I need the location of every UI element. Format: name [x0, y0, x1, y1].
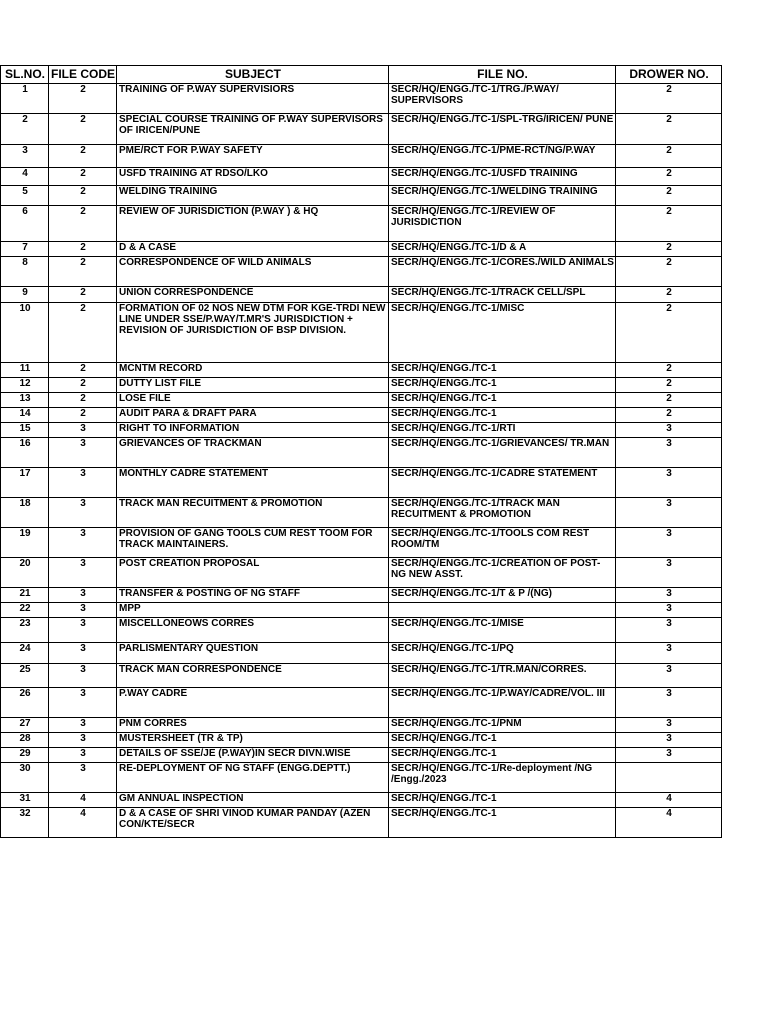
table-row [1, 588, 722, 603]
cell-file-no: SECR/HQ/ENGG./TC-1/TRACK MAN RECUITMENT & PROMOTION [389, 498, 616, 528]
cell-file-code: 2 [49, 114, 117, 145]
cell-drower-no: 3 [616, 528, 722, 558]
cell-file-no: SECR/HQ/ENGG./TC-1/P.WAY/CADRE/VOL. III [389, 688, 616, 718]
cell-subject: WELDING TRAINING [117, 186, 389, 206]
header-file-no: FILE NO. [389, 66, 616, 84]
table-row [1, 748, 722, 763]
cell-file-no: SECR/HQ/ENGG./TC-1/PNM [389, 718, 616, 733]
cell-file-code: 2 [49, 363, 117, 378]
cell-sl-no: 28 [1, 733, 49, 748]
cell-file-no: SECR/HQ/ENGG./TC-1/REVIEW OF JURISDICTION [389, 206, 616, 242]
cell-sl-no: 25 [1, 664, 49, 688]
cell-file-code: 3 [49, 733, 117, 748]
cell-subject: MONTHLY CADRE STATEMENT [117, 468, 389, 498]
cell-drower-no: 3 [616, 733, 722, 748]
cell-subject: PARLISMENTARY QUESTION [117, 643, 389, 664]
cell-drower-no: 3 [616, 603, 722, 618]
cell-sl-no: 15 [1, 423, 49, 438]
cell-drower-no: 2 [616, 114, 722, 145]
cell-drower-no: 3 [616, 468, 722, 498]
cell-drower-no: 3 [616, 664, 722, 688]
cell-sl-no: 14 [1, 408, 49, 423]
cell-sl-no: 8 [1, 257, 49, 287]
cell-sl-no: 26 [1, 688, 49, 718]
cell-subject: DUTTY LIST FILE [117, 378, 389, 393]
table-row [1, 438, 722, 468]
table-row [1, 168, 722, 186]
cell-subject: REVIEW OF JURISDICTION (P.WAY ) & HQ [117, 206, 389, 242]
cell-sl-no: 6 [1, 206, 49, 242]
cell-drower-no: 2 [616, 145, 722, 168]
table-row [1, 287, 722, 303]
cell-file-no: SECR/HQ/ENGG./TC-1/GRIEVANCES/ TR.MAN [389, 438, 616, 468]
cell-subject: GRIEVANCES OF TRACKMAN [117, 438, 389, 468]
cell-file-no: SECR/HQ/ENGG./TC-1/T & P /(NG) [389, 588, 616, 603]
cell-subject: MCNTM RECORD [117, 363, 389, 378]
cell-drower-no: 3 [616, 588, 722, 603]
cell-file-code: 3 [49, 423, 117, 438]
cell-file-no: SECR/HQ/ENGG./TC-1/TRG./P.WAY/ SUPERVISORS [389, 84, 616, 114]
table-row [1, 763, 722, 793]
cell-file-no: SECR/HQ/ENGG./TC-1/RTI [389, 423, 616, 438]
cell-sl-no: 27 [1, 718, 49, 733]
cell-file-no: SECR/HQ/ENGG./TC-1 [389, 363, 616, 378]
table-row [1, 643, 722, 664]
cell-drower-no: 3 [616, 688, 722, 718]
cell-file-code: 4 [49, 808, 117, 838]
cell-subject: FORMATION OF 02 NOS NEW DTM FOR KGE-TRDI NEW LINE UNDER SSE/P.WAY/T.MR'S JURISDICTION + REVISION OF JURISDICTION OF BSP DIVISION. [117, 303, 389, 363]
table-row [1, 363, 722, 378]
table-row [1, 186, 722, 206]
cell-sl-no: 1 [1, 84, 49, 114]
cell-subject: PROVISION OF GANG TOOLS CUM REST TOOM FOR TRACK MAINTAINERS. [117, 528, 389, 558]
table-row [1, 468, 722, 498]
table-row [1, 558, 722, 588]
cell-sl-no: 30 [1, 763, 49, 793]
cell-file-code: 3 [49, 643, 117, 664]
cell-file-code: 2 [49, 168, 117, 186]
cell-file-code: 2 [49, 408, 117, 423]
cell-subject: TRACK MAN RECUITMENT & PROMOTION [117, 498, 389, 528]
cell-sl-no: 9 [1, 287, 49, 303]
cell-sl-no: 20 [1, 558, 49, 588]
cell-subject: UNION CORRESPONDENCE [117, 287, 389, 303]
cell-file-code: 4 [49, 793, 117, 808]
cell-drower-no: 3 [616, 423, 722, 438]
cell-file-no: SECR/HQ/ENGG./TC-1 [389, 793, 616, 808]
table-row [1, 145, 722, 168]
cell-subject: MUSTERSHEET (TR & TP) [117, 733, 389, 748]
cell-subject: AUDIT PARA & DRAFT PARA [117, 408, 389, 423]
cell-subject: D & A CASE OF SHRI VINOD KUMAR PANDAY (AZEN CON/KTE/SECR [117, 808, 389, 838]
cell-file-no: SECR/HQ/ENGG./TC-1/CREATION OF POST- NG NEW ASST. [389, 558, 616, 588]
cell-drower-no: 2 [616, 287, 722, 303]
cell-file-code: 2 [49, 84, 117, 114]
cell-file-code: 2 [49, 303, 117, 363]
cell-subject: RIGHT TO INFORMATION [117, 423, 389, 438]
cell-sl-no: 29 [1, 748, 49, 763]
cell-file-code: 3 [49, 438, 117, 468]
header-file-code: FILE CODE [49, 66, 117, 84]
table-row [1, 257, 722, 287]
cell-file-no: SECR/HQ/ENGG./TC-1/PQ [389, 643, 616, 664]
cell-drower-no: 3 [616, 498, 722, 528]
cell-subject: POST CREATION PROPOSAL [117, 558, 389, 588]
cell-sl-no: 12 [1, 378, 49, 393]
cell-subject: MISCELLONEOWS CORRES [117, 618, 389, 643]
table-row [1, 423, 722, 438]
cell-subject: PME/RCT FOR P.WAY SAFETY [117, 145, 389, 168]
cell-drower-no: 2 [616, 168, 722, 186]
cell-sl-no: 19 [1, 528, 49, 558]
table-row [1, 114, 722, 145]
cell-subject: TRACK MAN CORRESPONDENCE [117, 664, 389, 688]
cell-drower-no: 2 [616, 84, 722, 114]
table-row [1, 378, 722, 393]
cell-drower-no: 2 [616, 408, 722, 423]
cell-file-code: 3 [49, 664, 117, 688]
cell-file-code: 3 [49, 603, 117, 618]
cell-subject: CORRESPONDENCE OF WILD ANIMALS [117, 257, 389, 287]
cell-file-no: SECR/HQ/ENGG./TC-1 [389, 408, 616, 423]
cell-file-no: SECR/HQ/ENGG./TC-1/TRACK CELL/SPL [389, 287, 616, 303]
cell-file-code: 3 [49, 618, 117, 643]
cell-file-code: 2 [49, 257, 117, 287]
cell-sl-no: 21 [1, 588, 49, 603]
table-row [1, 206, 722, 242]
cell-file-code: 2 [49, 393, 117, 408]
header-drower-no: DROWER NO. [616, 66, 722, 84]
cell-file-no: SECR/HQ/ENGG./TC-1/SPL-TRG/IRICEN/ PUNE [389, 114, 616, 145]
cell-file-no: SECR/HQ/ENGG./TC-1/USFD TRAINING [389, 168, 616, 186]
cell-file-code: 2 [49, 186, 117, 206]
cell-sl-no: 11 [1, 363, 49, 378]
cell-subject: TRAINING OF P.WAY SUPERVISIORS [117, 84, 389, 114]
cell-file-no: SECR/HQ/ENGG./TC-1 [389, 808, 616, 838]
table-row [1, 688, 722, 718]
cell-drower-no: 2 [616, 186, 722, 206]
cell-drower-no: 2 [616, 363, 722, 378]
cell-file-no: SECR/HQ/ENGG./TC-1/CORES./WILD ANIMALS [389, 257, 616, 287]
table-row [1, 618, 722, 643]
cell-file-code: 3 [49, 688, 117, 718]
cell-drower-no: 4 [616, 808, 722, 838]
cell-file-no: SECR/HQ/ENGG./TC-1 [389, 733, 616, 748]
cell-drower-no [616, 763, 722, 793]
table-row [1, 793, 722, 808]
cell-sl-no: 18 [1, 498, 49, 528]
cell-subject: RE-DEPLOYMENT OF NG STAFF (ENGG.DEPTT.) [117, 763, 389, 793]
cell-drower-no: 3 [616, 748, 722, 763]
cell-subject: MPP [117, 603, 389, 618]
cell-drower-no: 3 [616, 438, 722, 468]
cell-file-no: SECR/HQ/ENGG./TC-1/TR.MAN/CORRES. [389, 664, 616, 688]
cell-file-no: SECR/HQ/ENGG./TC-1/CADRE STATEMENT [389, 468, 616, 498]
table-row [1, 303, 722, 363]
cell-subject: DETAILS OF SSE/JE (P.WAY)IN SECR DIVN.WISE [117, 748, 389, 763]
table-row [1, 664, 722, 688]
cell-subject: GM ANNUAL INSPECTION [117, 793, 389, 808]
cell-file-no: SECR/HQ/ENGG./TC-1/Re-deployment /NG /Engg./2023 [389, 763, 616, 793]
cell-drower-no: 3 [616, 558, 722, 588]
cell-sl-no: 13 [1, 393, 49, 408]
cell-sl-no: 31 [1, 793, 49, 808]
cell-file-code: 2 [49, 206, 117, 242]
cell-file-no: SECR/HQ/ENGG./TC-1 [389, 748, 616, 763]
cell-sl-no: 5 [1, 186, 49, 206]
cell-subject: TRANSFER & POSTING OF NG STAFF [117, 588, 389, 603]
cell-sl-no: 2 [1, 114, 49, 145]
table-row [1, 84, 722, 114]
cell-drower-no: 3 [616, 643, 722, 664]
table-body [1, 84, 722, 838]
cell-sl-no: 22 [1, 603, 49, 618]
cell-file-code: 3 [49, 468, 117, 498]
header-subject: SUBJECT [117, 66, 389, 84]
cell-subject: LOSE FILE [117, 393, 389, 408]
cell-drower-no: 3 [616, 618, 722, 643]
cell-file-code: 3 [49, 558, 117, 588]
cell-file-code: 2 [49, 378, 117, 393]
cell-file-code: 2 [49, 145, 117, 168]
cell-file-code: 3 [49, 748, 117, 763]
cell-file-no [389, 603, 616, 618]
cell-sl-no: 16 [1, 438, 49, 468]
cell-subject: P.WAY CADRE [117, 688, 389, 718]
table-row [1, 393, 722, 408]
cell-drower-no: 2 [616, 257, 722, 287]
cell-drower-no: 2 [616, 378, 722, 393]
cell-sl-no: 3 [1, 145, 49, 168]
file-register-table [0, 65, 722, 838]
table-row [1, 808, 722, 838]
cell-sl-no: 17 [1, 468, 49, 498]
cell-drower-no: 3 [616, 718, 722, 733]
cell-file-no: SECR/HQ/ENGG./TC-1/MISE [389, 618, 616, 643]
cell-file-no: SECR/HQ/ENGG./TC-1/MISC [389, 303, 616, 363]
cell-drower-no: 2 [616, 303, 722, 363]
cell-sl-no: 24 [1, 643, 49, 664]
cell-subject: SPECIAL COURSE TRAINING OF P.WAY SUPERVISORS OF IRICEN/PUNE [117, 114, 389, 145]
cell-file-no: SECR/HQ/ENGG./TC-1/D & A [389, 242, 616, 257]
table-row [1, 498, 722, 528]
table-row [1, 408, 722, 423]
cell-sl-no: 4 [1, 168, 49, 186]
cell-sl-no: 32 [1, 808, 49, 838]
table-row [1, 733, 722, 748]
cell-file-code: 3 [49, 528, 117, 558]
cell-sl-no: 10 [1, 303, 49, 363]
cell-file-no: SECR/HQ/ENGG./TC-1 [389, 378, 616, 393]
header-row [1, 66, 722, 84]
table-row [1, 718, 722, 733]
header-sl-no: SL.NO. [1, 66, 49, 84]
table-row [1, 528, 722, 558]
cell-subject: PNM CORRES [117, 718, 389, 733]
cell-drower-no: 2 [616, 242, 722, 257]
cell-file-code: 3 [49, 763, 117, 793]
cell-drower-no: 2 [616, 206, 722, 242]
cell-sl-no: 7 [1, 242, 49, 257]
cell-file-code: 2 [49, 287, 117, 303]
cell-file-no: SECR/HQ/ENGG./TC-1 [389, 393, 616, 408]
cell-drower-no: 2 [616, 393, 722, 408]
cell-file-code: 2 [49, 242, 117, 257]
cell-file-code: 3 [49, 718, 117, 733]
cell-file-no: SECR/HQ/ENGG./TC-1/WELDING TRAINING [389, 186, 616, 206]
cell-drower-no: 4 [616, 793, 722, 808]
cell-subject: USFD TRAINING AT RDSO/LKO [117, 168, 389, 186]
cell-subject: D & A CASE [117, 242, 389, 257]
cell-file-code: 3 [49, 588, 117, 603]
cell-file-no: SECR/HQ/ENGG./TC-1/PME-RCT/NG/P.WAY [389, 145, 616, 168]
cell-file-no: SECR/HQ/ENGG./TC-1/TOOLS COM REST ROOM/TM [389, 528, 616, 558]
cell-file-code: 3 [49, 498, 117, 528]
cell-sl-no: 23 [1, 618, 49, 643]
table-row [1, 242, 722, 257]
table-row [1, 603, 722, 618]
